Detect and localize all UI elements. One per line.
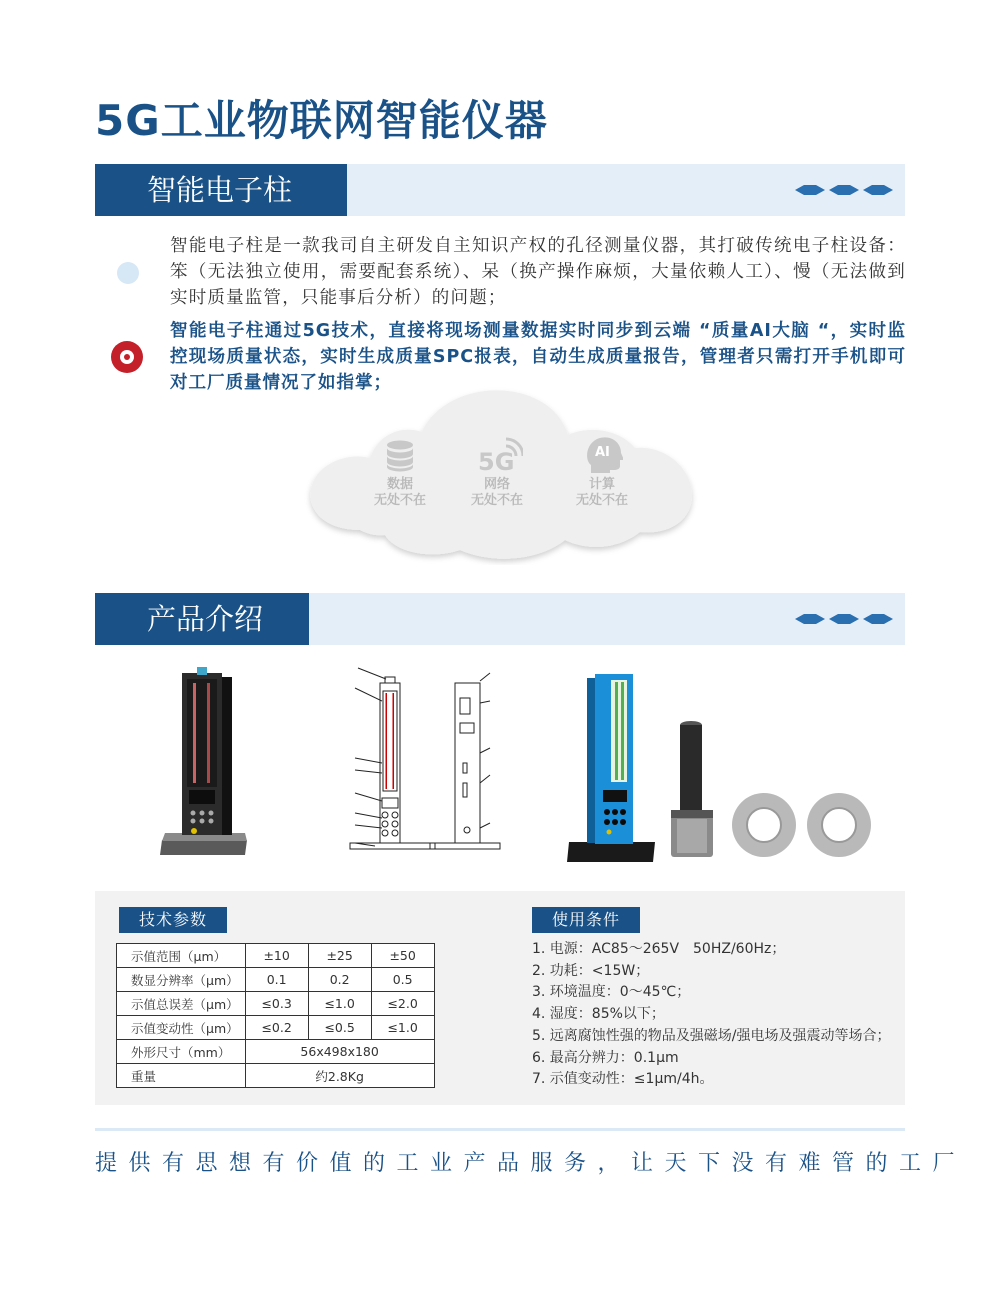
cloud-item-network — [457, 477, 537, 509]
table-row — [117, 992, 435, 1016]
spec-value: 56x498x180 — [245, 1040, 434, 1064]
plug-gauge-photo — [667, 715, 722, 865]
tech-params-title: 技术参数 — [119, 907, 227, 933]
spec-value: 0.1 — [245, 968, 308, 992]
section-heading: 智能电子柱 — [95, 164, 347, 216]
table-row — [117, 944, 435, 968]
spec-value: 0.5 — [371, 968, 434, 992]
blue-column-photo — [567, 670, 657, 865]
list-item: 6. 最高分辨力：0.1μm — [532, 1049, 679, 1066]
intro-paragraph-1: 智能电子柱是一款我司自主研发自主知识产权的孔径测量仪器，其打破传统电子柱设备：笨（无法独立使用，需要配套系统）、呆（换产操作麻烦，大量依赖人工）、慢（无法做到实时质量监管，只能事后分析）的问题； — [170, 236, 906, 308]
cloud-item-label: 网络 — [483, 477, 510, 492]
ai-badge: AI — [595, 445, 610, 460]
spec-label: 重量 — [117, 1064, 246, 1088]
spec-value: ≤1.0 — [308, 992, 371, 1016]
section-header-product-intro — [95, 593, 905, 645]
spec-label: 示值变动性（μm） — [117, 1016, 246, 1040]
cloud-item-sublabel: 无处不在 — [470, 493, 523, 508]
cloud-item-label: 数据 — [386, 477, 413, 492]
cloud-item-sublabel: 无处不在 — [575, 493, 628, 508]
spec-value: ≤1.0 — [371, 1016, 434, 1040]
product-images — [95, 655, 905, 880]
electronic-column-photo — [157, 665, 252, 860]
list-item: 5. 远离腐蚀性强的物品及强磁场/强电场及强震动等场合； — [532, 1027, 891, 1044]
intro-paragraph-2: 智能电子柱通过5G技术，直接将现场测量数据实时同步到云端 “质量AI大脑 “，实时监控现场质量状态，实时生成质量SPC报表，自动生成质量报告，管理者只需打开手机即可对工厂质量情况了如指掌； — [170, 321, 906, 393]
spec-value: 0.2 — [308, 968, 371, 992]
spec-value: ±50 — [371, 944, 434, 968]
table-row — [117, 1040, 435, 1064]
specs-table — [116, 943, 435, 1088]
spec-value: ±10 — [245, 944, 308, 968]
cloud-item-data — [360, 477, 440, 509]
list-item: 4. 湿度：85%以下； — [532, 1006, 665, 1023]
footer-slogan: 提供有思想有价值的工业产品服务，让天下没有难管的工厂 — [95, 1151, 967, 1176]
list-item: 1. 电源：AC85～265V 50HZ/60Hz； — [532, 941, 786, 957]
spec-value: 约2.8Kg — [245, 1064, 434, 1088]
usage-conditions-title: 使用条件 — [532, 907, 640, 933]
spec-label: 数显分辨率（μm） — [117, 968, 246, 992]
cloud-item-label: 计算 — [588, 477, 615, 492]
spec-value: ≤0.5 — [308, 1016, 371, 1040]
technical-drawing — [330, 663, 530, 868]
list-item: 7. 示值变动性：≤1μm/4h。 — [532, 1071, 714, 1088]
spec-label: 外形尺寸（mm） — [117, 1040, 246, 1064]
conditions-list — [532, 939, 891, 1091]
5g-badge: 5G — [478, 448, 515, 476]
table-row — [117, 1064, 435, 1088]
spec-value: ≤0.3 — [245, 992, 308, 1016]
cloud-item-compute — [562, 477, 642, 509]
section-heading: 产品介绍 — [95, 593, 309, 645]
specs-panel — [95, 891, 905, 1105]
spec-value: ≤2.0 — [371, 992, 434, 1016]
ai-head-icon — [583, 435, 623, 475]
list-item: 2. 功耗：<15W； — [532, 962, 650, 979]
footer-divider — [95, 1128, 905, 1131]
spec-value: ≤0.2 — [245, 1016, 308, 1040]
page-title: 5G工业物联网智能仪器 — [95, 96, 548, 145]
table-row — [117, 1016, 435, 1040]
target-bullet-icon — [111, 341, 143, 373]
bullet-dot-icon — [117, 262, 139, 284]
cloud-item-sublabel: 无处不在 — [373, 493, 426, 508]
5g-signal-icon — [478, 436, 523, 476]
table-row — [117, 968, 435, 992]
section-header-smart-column — [95, 164, 905, 216]
spec-value: ±25 — [308, 944, 371, 968]
spec-label: 示值范围（μm） — [117, 944, 246, 968]
decorative-arrows-icon — [795, 614, 893, 624]
decorative-arrows-icon — [795, 185, 893, 195]
database-icon — [385, 440, 415, 476]
spec-label: 示值总误差（μm） — [117, 992, 246, 1016]
ring-gauge-photo — [727, 788, 907, 863]
cloud-graphic — [300, 380, 700, 565]
list-item: 3. 环境温度：0～45℃； — [532, 984, 691, 1001]
